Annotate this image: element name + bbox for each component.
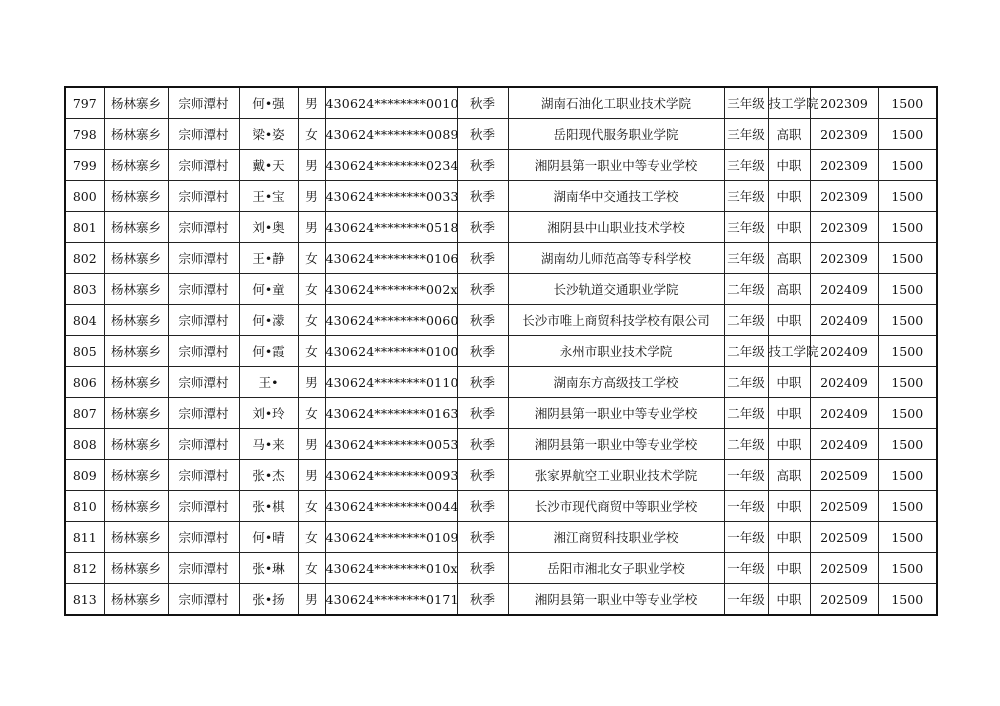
level-cell: 中职 [768,367,810,398]
row-number: 797 [65,87,104,119]
township-cell: 杨林寨乡 [104,429,168,460]
level-cell: 中职 [768,491,810,522]
grade-cell: 二年级 [724,305,768,336]
term-cell: 秋季 [457,522,508,553]
gender-cell: 男 [298,212,325,243]
village-cell: 宗师潭村 [168,150,239,181]
township-cell: 杨林寨乡 [104,398,168,429]
village-cell: 宗师潭村 [168,367,239,398]
township-cell: 杨林寨乡 [104,181,168,212]
row-number: 805 [65,336,104,367]
enroll-date-cell: 202509 [810,522,878,553]
township-cell: 杨林寨乡 [104,212,168,243]
row-number: 800 [65,181,104,212]
id-number-cell: 430624********0110 [325,367,457,398]
term-cell: 秋季 [457,398,508,429]
id-number-cell: 430624********0060 [325,305,457,336]
gender-cell: 女 [298,398,325,429]
id-number-cell: 430624********0010 [325,87,457,119]
id-number-cell: 430624********0163 [325,398,457,429]
amount-cell: 1500 [878,336,937,367]
term-cell: 秋季 [457,212,508,243]
village-cell: 宗师潭村 [168,87,239,119]
gender-cell: 女 [298,522,325,553]
village-cell: 宗师潭村 [168,305,239,336]
level-cell: 高职 [768,274,810,305]
township-cell: 杨林寨乡 [104,491,168,522]
table-row [65,305,937,336]
amount-cell: 1500 [878,212,937,243]
term-cell: 秋季 [457,181,508,212]
township-cell: 杨林寨乡 [104,460,168,491]
village-cell: 宗师潭村 [168,460,239,491]
table-row [65,212,937,243]
township-cell: 杨林寨乡 [104,367,168,398]
row-number: 801 [65,212,104,243]
school-cell: 长沙市现代商贸中等职业学校 [508,491,724,522]
id-number-cell: 430624********0044 [325,491,457,522]
row-number: 798 [65,119,104,150]
amount-cell: 1500 [878,460,937,491]
id-number-cell: 430624********0171 [325,584,457,616]
term-cell: 秋季 [457,491,508,522]
enroll-date-cell: 202409 [810,305,878,336]
roster-body [65,87,937,615]
grade-cell: 一年级 [724,522,768,553]
enroll-date-cell: 202409 [810,274,878,305]
amount-cell: 1500 [878,584,937,616]
enroll-date-cell: 202309 [810,181,878,212]
subsidy-roster-table [64,86,938,616]
enroll-date-cell: 202509 [810,584,878,616]
id-number-cell: 430624********0033 [325,181,457,212]
row-number: 813 [65,584,104,616]
row-number: 802 [65,243,104,274]
enroll-date-cell: 202309 [810,119,878,150]
id-number-cell: 430624********0106 [325,243,457,274]
name-cell: 刘•玲 [239,398,298,429]
amount-cell: 1500 [878,181,937,212]
grade-cell: 三年级 [724,150,768,181]
gender-cell: 女 [298,553,325,584]
grade-cell: 二年级 [724,336,768,367]
term-cell: 秋季 [457,429,508,460]
term-cell: 秋季 [457,243,508,274]
enroll-date-cell: 202409 [810,367,878,398]
table-row [65,119,937,150]
township-cell: 杨林寨乡 [104,522,168,553]
enroll-date-cell: 202309 [810,243,878,274]
school-cell: 岳阳现代服务职业学院 [508,119,724,150]
name-cell: 王•静 [239,243,298,274]
township-cell: 杨林寨乡 [104,243,168,274]
township-cell: 杨林寨乡 [104,119,168,150]
level-cell: 中职 [768,305,810,336]
enroll-date-cell: 202409 [810,398,878,429]
row-number: 812 [65,553,104,584]
grade-cell: 二年级 [724,398,768,429]
grade-cell: 三年级 [724,243,768,274]
school-cell: 湘江商贸科技职业学校 [508,522,724,553]
gender-cell: 男 [298,429,325,460]
level-cell: 中职 [768,181,810,212]
level-cell: 中职 [768,212,810,243]
gender-cell: 男 [298,584,325,616]
village-cell: 宗师潭村 [168,398,239,429]
grade-cell: 一年级 [724,553,768,584]
grade-cell: 一年级 [724,460,768,491]
id-number-cell: 430624********0234 [325,150,457,181]
school-cell: 湖南华中交通技工学校 [508,181,724,212]
village-cell: 宗师潭村 [168,119,239,150]
term-cell: 秋季 [457,584,508,616]
level-cell: 中职 [768,429,810,460]
table-row [65,398,937,429]
name-cell: 何•强 [239,87,298,119]
row-number: 807 [65,398,104,429]
gender-cell: 男 [298,181,325,212]
id-number-cell: 430624********002x [325,274,457,305]
school-cell: 长沙市唯上商贸科技学校有限公司 [508,305,724,336]
amount-cell: 1500 [878,119,937,150]
name-cell: 马•来 [239,429,298,460]
village-cell: 宗师潭村 [168,181,239,212]
amount-cell: 1500 [878,243,937,274]
row-number: 806 [65,367,104,398]
amount-cell: 1500 [878,553,937,584]
village-cell: 宗师潭村 [168,274,239,305]
term-cell: 秋季 [457,336,508,367]
school-cell: 张家界航空工业职业技术学院 [508,460,724,491]
school-cell: 湖南石油化工职业技术学院 [508,87,724,119]
township-cell: 杨林寨乡 [104,87,168,119]
village-cell: 宗师潭村 [168,553,239,584]
village-cell: 宗师潭村 [168,491,239,522]
enroll-date-cell: 202409 [810,429,878,460]
row-number: 811 [65,522,104,553]
gender-cell: 男 [298,367,325,398]
grade-cell: 二年级 [724,274,768,305]
enroll-date-cell: 202409 [810,336,878,367]
name-cell: 张•扬 [239,584,298,616]
name-cell: 刘•奥 [239,212,298,243]
table-row [65,87,937,119]
gender-cell: 男 [298,460,325,491]
level-cell: 中职 [768,553,810,584]
amount-cell: 1500 [878,398,937,429]
grade-cell: 二年级 [724,429,768,460]
gender-cell: 女 [298,491,325,522]
row-number: 809 [65,460,104,491]
id-number-cell: 430624********0109 [325,522,457,553]
amount-cell: 1500 [878,305,937,336]
term-cell: 秋季 [457,119,508,150]
grade-cell: 三年级 [724,181,768,212]
enroll-date-cell: 202309 [810,212,878,243]
village-cell: 宗师潭村 [168,429,239,460]
level-cell: 高职 [768,243,810,274]
enroll-date-cell: 202309 [810,87,878,119]
school-cell: 永州市职业技术学院 [508,336,724,367]
term-cell: 秋季 [457,367,508,398]
school-cell: 岳阳市湘北女子职业学校 [508,553,724,584]
term-cell: 秋季 [457,305,508,336]
grade-cell: 二年级 [724,367,768,398]
amount-cell: 1500 [878,150,937,181]
village-cell: 宗师潭村 [168,212,239,243]
name-cell: 张•棋 [239,491,298,522]
level-cell: 技工学院 [768,87,810,119]
id-number-cell: 430624********010x [325,553,457,584]
level-cell: 高职 [768,460,810,491]
school-cell: 湘阴县中山职业技术学校 [508,212,724,243]
id-number-cell: 430624********0518 [325,212,457,243]
gender-cell: 男 [298,87,325,119]
school-cell: 湖南幼儿师范高等专科学校 [508,243,724,274]
gender-cell: 女 [298,305,325,336]
village-cell: 宗师潭村 [168,336,239,367]
township-cell: 杨林寨乡 [104,584,168,616]
school-cell: 湘阴县第一职业中等专业学校 [508,429,724,460]
school-cell: 湘阴县第一职业中等专业学校 [508,398,724,429]
level-cell: 技工学院 [768,336,810,367]
name-cell: 张•杰 [239,460,298,491]
table-row [65,181,937,212]
table-row [65,584,937,616]
level-cell: 中职 [768,522,810,553]
gender-cell: 女 [298,119,325,150]
gender-cell: 女 [298,336,325,367]
table-row [65,336,937,367]
amount-cell: 1500 [878,274,937,305]
term-cell: 秋季 [457,274,508,305]
row-number: 799 [65,150,104,181]
school-cell: 湖南东方高级技工学校 [508,367,724,398]
amount-cell: 1500 [878,367,937,398]
name-cell: 张•琳 [239,553,298,584]
township-cell: 杨林寨乡 [104,150,168,181]
row-number: 804 [65,305,104,336]
name-cell: 王•宝 [239,181,298,212]
name-cell: 王• [239,367,298,398]
id-number-cell: 430624********0100 [325,336,457,367]
name-cell: 戴•天 [239,150,298,181]
township-cell: 杨林寨乡 [104,336,168,367]
table-row [65,553,937,584]
level-cell: 高职 [768,119,810,150]
school-cell: 长沙轨道交通职业学院 [508,274,724,305]
gender-cell: 女 [298,274,325,305]
table-row [65,522,937,553]
grade-cell: 三年级 [724,212,768,243]
level-cell: 中职 [768,584,810,616]
name-cell: 梁•姿 [239,119,298,150]
name-cell: 何•霞 [239,336,298,367]
row-number: 808 [65,429,104,460]
enroll-date-cell: 202509 [810,553,878,584]
table-row [65,274,937,305]
amount-cell: 1500 [878,491,937,522]
amount-cell: 1500 [878,522,937,553]
term-cell: 秋季 [457,150,508,181]
school-cell: 湘阴县第一职业中等专业学校 [508,150,724,181]
grade-cell: 三年级 [724,87,768,119]
id-number-cell: 430624********0089 [325,119,457,150]
level-cell: 中职 [768,398,810,429]
amount-cell: 1500 [878,87,937,119]
amount-cell: 1500 [878,429,937,460]
township-cell: 杨林寨乡 [104,305,168,336]
name-cell: 何•晴 [239,522,298,553]
table-row [65,491,937,522]
row-number: 810 [65,491,104,522]
term-cell: 秋季 [457,553,508,584]
grade-cell: 一年级 [724,491,768,522]
name-cell: 何•童 [239,274,298,305]
table-row [65,150,937,181]
village-cell: 宗师潭村 [168,584,239,616]
row-number: 803 [65,274,104,305]
level-cell: 中职 [768,150,810,181]
table-row [65,429,937,460]
gender-cell: 男 [298,150,325,181]
id-number-cell: 430624********0093 [325,460,457,491]
village-cell: 宗师潭村 [168,243,239,274]
table-row [65,367,937,398]
grade-cell: 三年级 [724,119,768,150]
township-cell: 杨林寨乡 [104,274,168,305]
gender-cell: 女 [298,243,325,274]
enroll-date-cell: 202309 [810,150,878,181]
school-cell: 湘阴县第一职业中等专业学校 [508,584,724,616]
name-cell: 何•濛 [239,305,298,336]
table-row [65,243,937,274]
enroll-date-cell: 202509 [810,460,878,491]
grade-cell: 一年级 [724,584,768,616]
village-cell: 宗师潭村 [168,522,239,553]
enroll-date-cell: 202509 [810,491,878,522]
table-row [65,460,937,491]
id-number-cell: 430624********0053 [325,429,457,460]
township-cell: 杨林寨乡 [104,553,168,584]
term-cell: 秋季 [457,87,508,119]
term-cell: 秋季 [457,460,508,491]
